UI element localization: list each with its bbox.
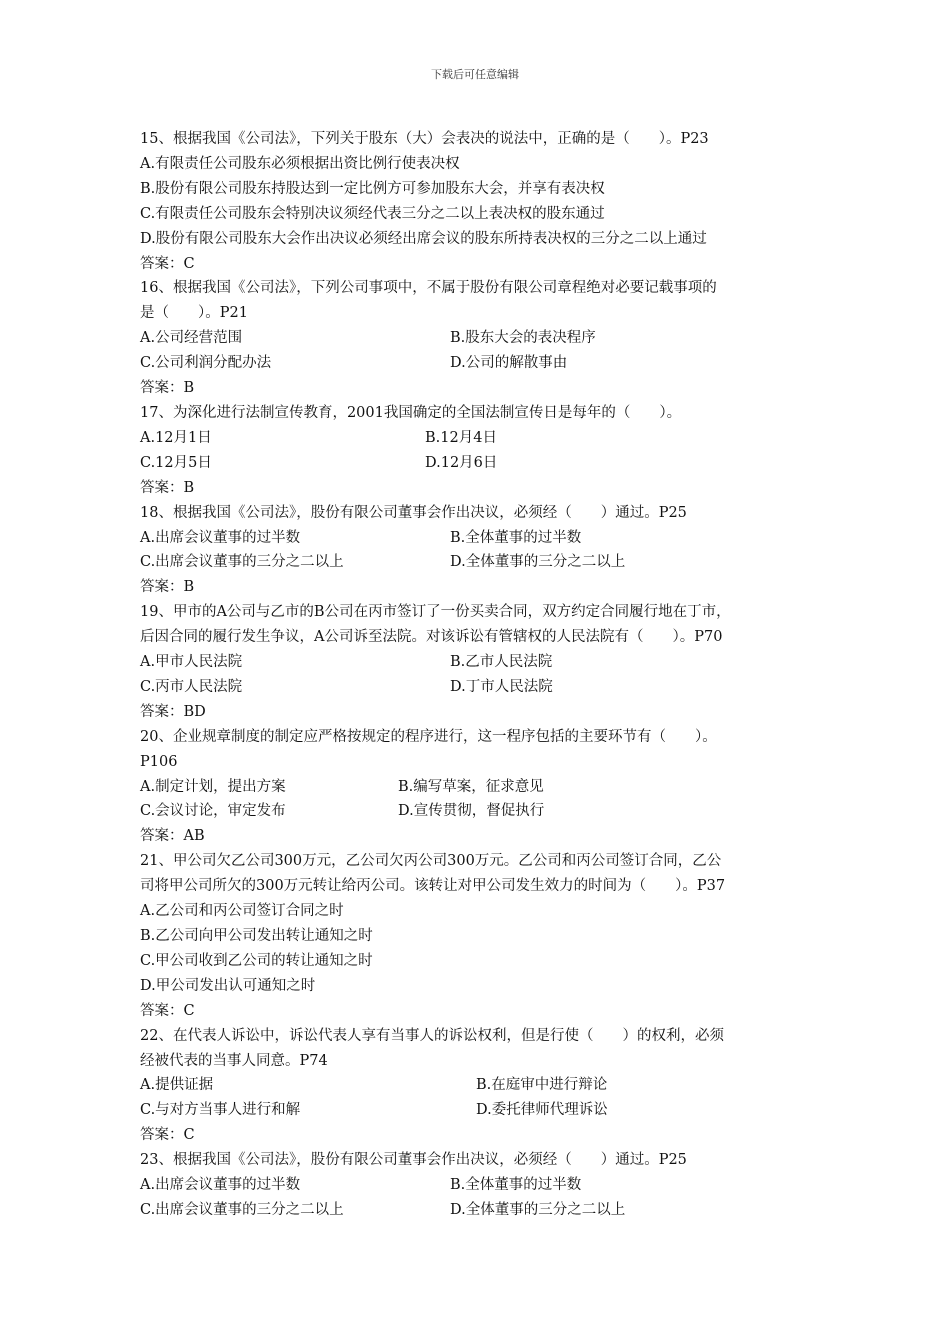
option: A.出席会议董事的过半数 — [140, 529, 301, 546]
option: C.出席会议董事的三分之二以上 — [140, 554, 344, 571]
question-stem: 21、甲公司欠乙公司300万元，乙公司欠丙公司300万元。乙公司和丙公司签订合同，乙公 — [140, 853, 722, 870]
question-block — [140, 401, 830, 501]
option: A.公司经营范围 — [140, 330, 243, 347]
option: C.有限责任公司股东会特别决议须经代表三分之二以上表决权的股东通过 — [140, 205, 605, 222]
option-row — [140, 1173, 830, 1198]
question-stem: 23、根据我国《公司法》，股份有限公司董事会作出决议，必须经（ ）通过。P25 — [140, 1152, 687, 1169]
option-row — [140, 351, 830, 376]
option: A.乙公司和丙公司签订合同之时 — [140, 903, 344, 920]
option: A.12月1日 — [140, 429, 212, 446]
option-row — [140, 550, 830, 575]
option-row — [140, 974, 830, 999]
question-stem: 经被代表的当事人同意。P74 — [140, 1052, 328, 1069]
option-row — [140, 326, 830, 351]
option: C.公司利润分配办法 — [140, 355, 272, 372]
option-row — [140, 227, 830, 252]
option: D.委托律师代理诉讼 — [476, 1102, 608, 1119]
answer: 答案：B — [140, 579, 195, 596]
question-stem: 15、根据我国《公司法》，下列关于股东（大）会表决的说法中，正确的是（ ）。P23 — [140, 131, 709, 147]
question-stem: 17、为深化进行法制宣传教育，2001我国确定的全国法制宣传日是每年的（ ）。 — [140, 404, 682, 421]
option: B.乙公司向甲公司发出转让通知之时 — [140, 928, 373, 944]
option: A.出席会议董事的过半数 — [140, 1177, 301, 1194]
option: C.与对方当事人进行和解 — [140, 1102, 301, 1119]
option: C.甲公司收到乙公司的转让通知之时 — [140, 952, 373, 969]
option: B.编写草案，征求意见 — [398, 778, 544, 795]
question-block — [140, 1024, 830, 1149]
question-stem: 司将甲公司所欠的300万元转让给丙公司。该转让对甲公司发生效力的时间为（ ）。P37 — [140, 878, 726, 895]
option: B.全体董事的过半数 — [450, 1177, 582, 1194]
answer: 答案：C — [140, 1127, 195, 1144]
option-row — [140, 675, 830, 700]
question-block — [140, 1148, 830, 1223]
option: D.12月6日 — [425, 454, 498, 471]
option: C.会议讨论，审定发布 — [140, 803, 286, 820]
option-row — [140, 650, 830, 675]
answer: 答案：BD — [140, 703, 206, 720]
option-row — [140, 775, 830, 800]
option-row — [140, 949, 830, 974]
option: A.提供证据 — [140, 1077, 214, 1094]
question-block — [140, 725, 830, 850]
option: D.股份有限公司股东大会作出决议必须经出席会议的股东所持表决权的三分之二以上通过 — [140, 230, 707, 247]
question-block — [140, 276, 830, 401]
option-row — [140, 799, 830, 824]
option: C.丙市人民法院 — [140, 678, 243, 695]
option-row — [140, 426, 830, 451]
option-row — [140, 152, 830, 177]
question-stem: 是（ ）。P21 — [140, 305, 248, 322]
option-row — [140, 202, 830, 227]
option: B.12月4日 — [425, 429, 497, 446]
answer: 答案：AB — [140, 828, 205, 845]
option: A.制定计划，提出方案 — [140, 778, 286, 795]
question-stem: P106 — [140, 753, 178, 770]
option: B.股东大会的表决程序 — [450, 330, 596, 347]
answer: 答案：B — [140, 479, 195, 496]
option: A.有限责任公司股东必须根据出资比例行使表决权 — [140, 155, 460, 172]
option: B.乙市人民法院 — [450, 654, 553, 671]
option: C.出席会议董事的三分之二以上 — [140, 1201, 344, 1218]
option-row — [140, 526, 830, 551]
option-row — [140, 177, 830, 202]
option: D.全体董事的三分之二以上 — [450, 554, 626, 571]
question-block — [140, 600, 830, 725]
option-row — [140, 924, 830, 949]
option: A.甲市人民法院 — [140, 654, 243, 671]
question-stem: 18、根据我国《公司法》，股份有限公司董事会作出决议，必须经（ ）通过。P25 — [140, 504, 687, 521]
option-row — [140, 899, 830, 924]
question-stem: 19、甲市的A公司与乙市的B公司在丙市签订了一份买卖合同，双方约定合同履行地在丁市， — [140, 604, 731, 621]
option: D.宣传贯彻，督促执行 — [398, 803, 545, 820]
question-block — [140, 127, 830, 276]
option: D.公司的解散事由 — [450, 355, 568, 372]
option: B.全体董事的过半数 — [450, 529, 582, 546]
answer: 答案：B — [140, 380, 195, 397]
option-row — [140, 1098, 830, 1123]
option-row — [140, 1198, 830, 1223]
option: B.股份有限公司股东持股达到一定比例方可参加股东大会，并享有表决权 — [140, 180, 605, 197]
option: D.丁市人民法院 — [450, 678, 553, 695]
option: D.全体董事的三分之二以上 — [450, 1201, 626, 1218]
question-block — [140, 849, 830, 1023]
question-stem: 后因合同的履行发生争议，A公司诉至法院。对该诉讼有管辖权的人民法院有（ ）。P70 — [140, 629, 723, 646]
option: D.甲公司发出认可通知之时 — [140, 977, 316, 994]
question-stem: 20、企业规章制度的制定应严格按规定的程序进行，这一程序包括的主要环节有（ ）。 — [140, 728, 717, 745]
question-list — [140, 127, 830, 1223]
question-block — [140, 501, 830, 601]
option: B.在庭审中进行辩论 — [476, 1077, 608, 1094]
page-header: 下载后可任意编辑 — [431, 68, 519, 81]
answer: 答案：C — [140, 255, 195, 272]
option-row — [140, 451, 830, 476]
option: C.12月5日 — [140, 454, 212, 471]
question-stem: 16、根据我国《公司法》，下列公司事项中，不属于股份有限公司章程绝对必要记载事项的 — [140, 280, 717, 297]
answer: 答案：C — [140, 1002, 195, 1019]
question-stem: 22、在代表人诉讼中，诉讼代表人享有当事人的诉讼权利，但是行使（ ）的权利，必须 — [140, 1027, 724, 1044]
option-row — [140, 1073, 830, 1098]
